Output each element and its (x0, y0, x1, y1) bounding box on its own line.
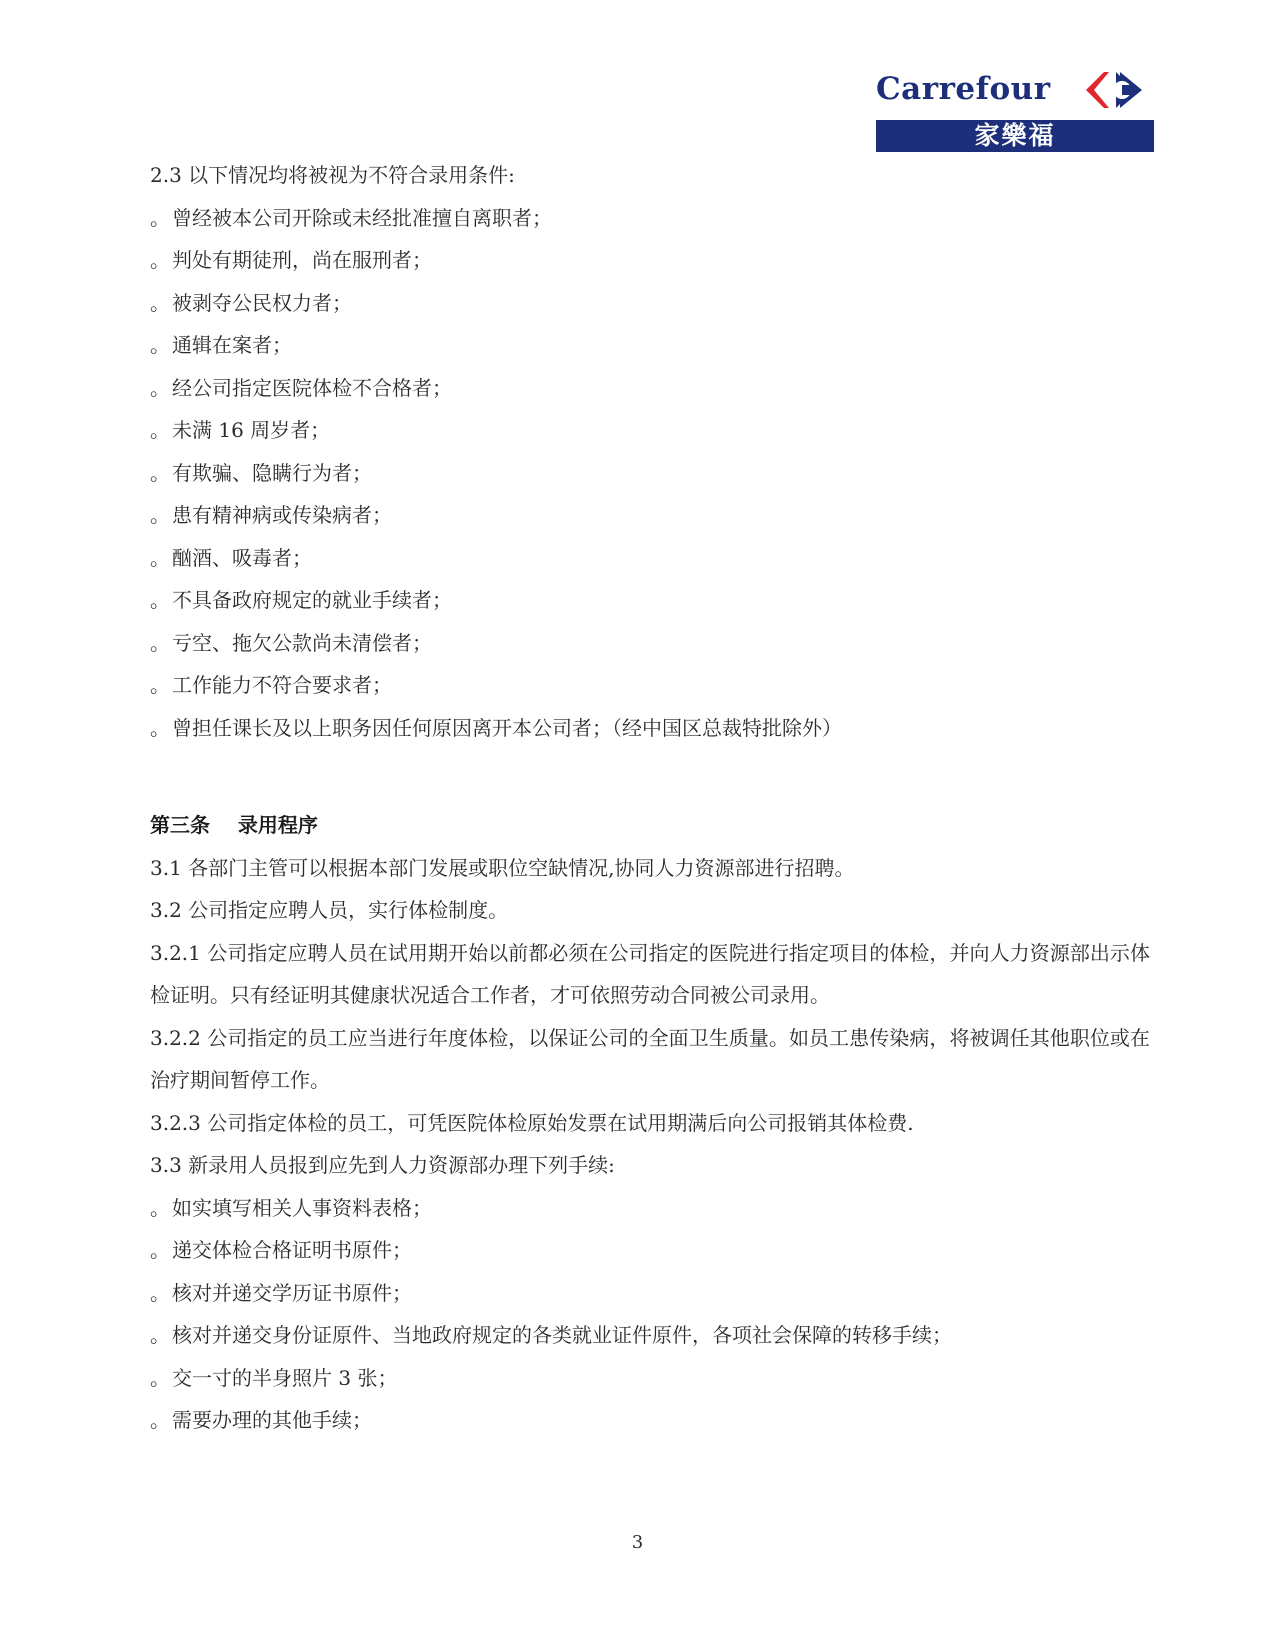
bullet-icon: 。 (150, 460, 170, 485)
bullet-icon: 。 (150, 418, 170, 442)
list-item: 。 核对并递交身份证原件、当地政府规定的各类就业证件原件，各项社会保障的转移手续； (150, 1314, 1150, 1357)
list-item: 。 递交体检合格证明书原件； (150, 1229, 1150, 1272)
article-3-heading: 第三条 录用程序 (150, 813, 318, 837)
page-number: 3 (631, 1532, 644, 1553)
carrefour-logo (876, 70, 1156, 152)
list-item: 。 有欺骗、隐瞒行为者； (150, 452, 1150, 495)
bullet-icon: 。 (150, 588, 170, 612)
list-item: 。 判处有期徒刑，尚在服刑者； (150, 239, 1150, 282)
list-item: 。 亏空、拖欠公款尚未清偿者； (150, 622, 1150, 665)
bullet-icon: 。 (150, 545, 170, 570)
onboarding-procedures-list (150, 1187, 1150, 1442)
paragraph-3-1: 3.1 各部门主管可以根据本部门发展或职位空缺情况,协同人力资源部进行招聘。 (150, 855, 855, 880)
bullet-icon: 。 (150, 1280, 170, 1305)
paragraph-3-2-3: 3.2.3 公司指定体检的员工，可凭医院体检原始发票在试用期满后向公司报销其体检费. (150, 1110, 914, 1135)
list-item: 。 交一寸的半身照片 3 张； (150, 1357, 1150, 1400)
list-item: 。 不具备政府规定的就业手续者； (150, 579, 1150, 622)
bullet-icon: 。 (150, 1195, 170, 1220)
disqualification-list (150, 197, 1150, 750)
list-item: 。 酗酒、吸毒者； (150, 537, 1150, 580)
bullet-icon: 。 (150, 1238, 170, 1262)
bullet-icon: 。 (150, 1408, 170, 1432)
bullet-icon: 。 (150, 630, 170, 655)
section-2-3-intro: 2.3 以下情况均将被视为不符合录用条件: (150, 163, 515, 187)
paragraph-3-2-1: 3.2.1 公司指定应聘人员在试用期开始以前都必须在公司指定的医院进行指定项目的体检，并向人力资源部出示体检证明。只有经证明其健康状况适合工作者，才可依照劳动合同被公司录用。 (150, 940, 1150, 1007)
bullet-icon: 。 (150, 1323, 170, 1347)
carrefour-emblem-icon (1076, 70, 1154, 110)
paragraph-3-2-2: 3.2.2 公司指定的员工应当进行年度体检，以保证公司的全面卫生质量。如员工患传染病，将被调任其他职位或在治疗期间暂停工作。 (150, 1025, 1150, 1092)
list-item: 。 曾担任课长及以上职务因任何原因离开本公司者；（经中国区总裁特批除外） (150, 707, 1150, 750)
document-body (150, 154, 1150, 1442)
section-spacer (150, 749, 1150, 804)
list-item: 。 核对并递交学历证书原件； (150, 1272, 1150, 1315)
paragraph-3-3: 3.3 新录用人员报到应先到人力资源部办理下列手续: (150, 1153, 615, 1177)
logo-wordmark: Carrefour (876, 71, 1051, 107)
bullet-icon: 。 (150, 715, 170, 740)
bullet-icon: 。 (150, 673, 170, 697)
bullet-icon: 。 (150, 205, 170, 230)
list-item: 。 曾经被本公司开除或未经批准擅自离职者； (150, 197, 1150, 240)
list-item: 。 如实填写相关人事资料表格； (150, 1187, 1150, 1230)
list-item: 。 患有精神病或传染病者； (150, 494, 1150, 537)
list-item: 。 被剥夺公民权力者； (150, 282, 1150, 325)
bullet-icon: 。 (150, 290, 170, 315)
bullet-icon: 。 (150, 248, 170, 272)
list-item: 。 通辑在案者； (150, 324, 1150, 367)
list-item: 。 需要办理的其他手续； (150, 1399, 1150, 1442)
list-item: 。 未满 16 周岁者； (150, 409, 1150, 452)
list-item: 。 工作能力不符合要求者； (150, 664, 1150, 707)
bullet-icon: 。 (150, 503, 170, 527)
paragraph-3-2: 3.2 公司指定应聘人员，实行体检制度。 (150, 898, 509, 922)
logo-chinese-band: 家樂福 (876, 120, 1154, 152)
bullet-icon: 。 (150, 333, 170, 357)
bullet-icon: 。 (150, 375, 170, 400)
list-item: 。 经公司指定医院体检不合格者； (150, 367, 1150, 410)
bullet-icon: 。 (150, 1365, 170, 1390)
